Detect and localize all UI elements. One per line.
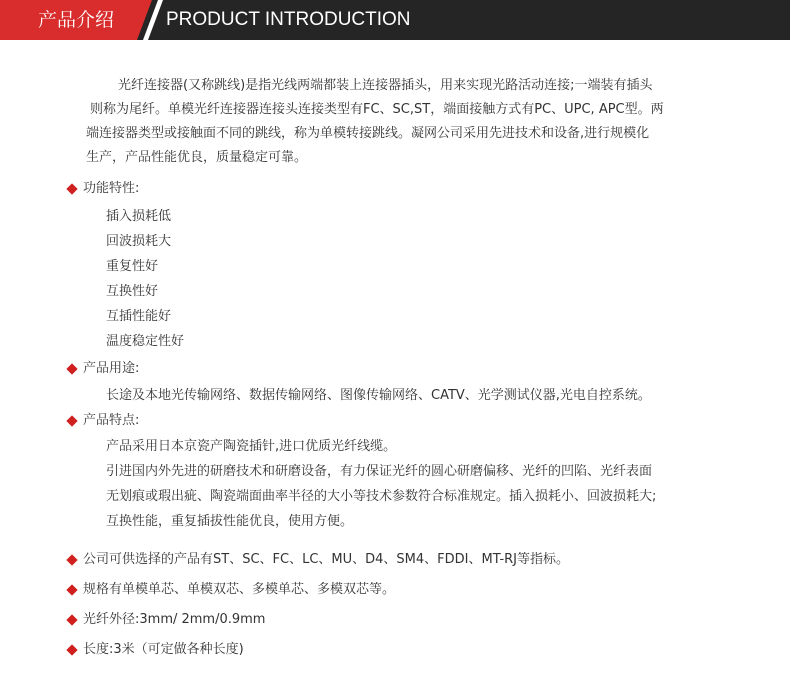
intro-line: 生产，产品性能优良，质量稳定可靠。	[86, 150, 308, 165]
header-title-cn: 产品介绍	[38, 9, 115, 31]
traits-line: 无划痕或瑕出疵、陶瓷端面曲率半径的大小等技术参数符合标准规定。插入损耗小、回波损耗大;	[106, 489, 657, 504]
feature-item: 温度稳定性好	[106, 334, 185, 349]
traits-heading	[66, 411, 139, 431]
traits-line: 引进国内外先进的研磨技术和研磨设备，有力保证光纤的圆心研磨偏移、光纤的凹陷、光纤表面	[106, 464, 653, 479]
header-title-en: PRODUCT INTRODUCTION	[166, 9, 411, 30]
red-diamond-icon	[66, 415, 77, 426]
bullet-text: 长度:3米（可定做各种长度)	[83, 642, 244, 657]
section-header	[0, 0, 790, 40]
red-diamond-icon	[66, 584, 77, 595]
features-heading	[66, 179, 139, 199]
bullet-text: 光纤外径:3mm/ 2mm/0.9mm	[83, 612, 266, 627]
traits-line: 产品采用日本京瓷产陶瓷插针,进口优质光纤线缆。	[106, 439, 397, 454]
feature-item: 插入损耗低	[106, 209, 172, 224]
bullet-item	[66, 640, 244, 660]
bullet-text: 公司可供选择的产品有ST、SC、FC、LC、MU、D4、SM4、FDDI、MT-RJ等指标。	[83, 552, 570, 567]
uses-text: 长途及本地光传输网络、数据传输网络、图像传输网络、CATV、光学测试仪器,光电自控系统。	[106, 388, 651, 403]
intro-paragraph	[86, 74, 746, 170]
red-diamond-icon	[66, 614, 77, 625]
bullet-item	[66, 580, 395, 600]
traits-line: 互换性能，重复插拔性能优良，使用方便。	[106, 514, 354, 529]
intro-line: 光纤连接器(又称跳线)是指光线两端都装上连接器插头，用来实现光路活动连接;一端装有插头	[118, 78, 653, 93]
bullet-text: 规格有单模单芯、单模双芯、多模单芯、多模双芯等。	[83, 582, 396, 597]
feature-item: 互插性能好	[106, 309, 172, 324]
traits-heading-label: 产品特点:	[83, 413, 140, 428]
red-diamond-icon	[66, 644, 77, 655]
red-diamond-icon	[66, 363, 77, 374]
feature-item: 重复性好	[106, 259, 159, 274]
bullet-item	[66, 550, 569, 570]
feature-item: 互换性好	[106, 284, 159, 299]
intro-line: 端连接器类型或接触面不同的跳线，称为单模转接跳线。凝网公司采用先进技术和设备,进行规模化	[86, 126, 650, 141]
features-heading-label: 功能特性:	[83, 181, 140, 196]
uses-heading-label: 产品用途:	[83, 361, 140, 376]
feature-item: 回波损耗大	[106, 234, 172, 249]
red-diamond-icon	[66, 183, 77, 194]
intro-line: 则称为尾纤。单模光纤连接器连接头连接类型有FC、SC,ST，端面接触方式有PC、UPC, APC型。两	[90, 102, 664, 117]
red-diamond-icon	[66, 554, 77, 565]
uses-heading	[66, 359, 139, 379]
bullet-item	[66, 610, 265, 630]
